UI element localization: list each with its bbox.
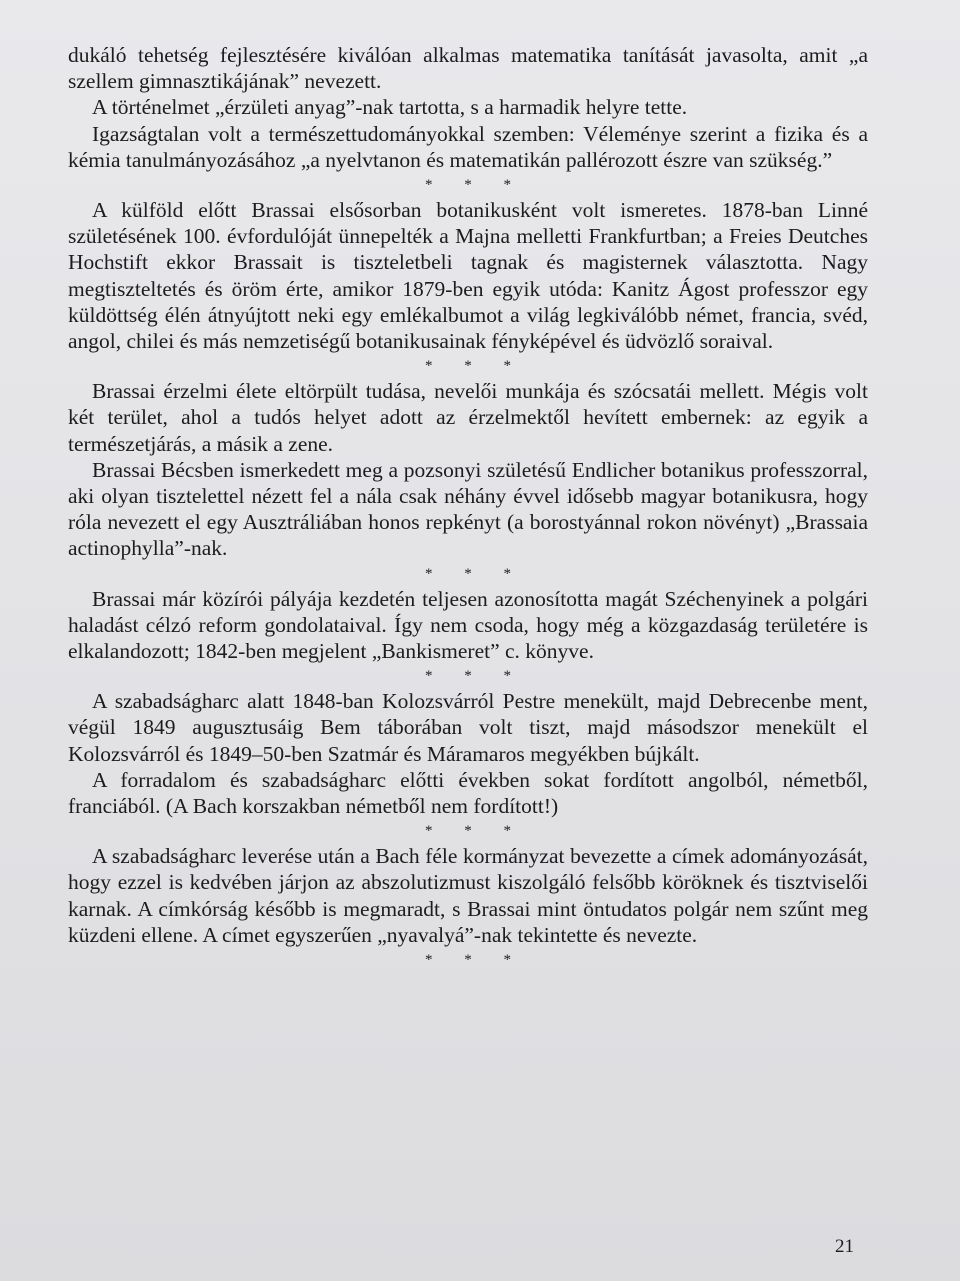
section-separator: * * * (425, 358, 525, 375)
section-separator: * * * (425, 668, 525, 685)
section-separator: * * * (425, 952, 525, 969)
paragraph-tortenelem: A történelmet „érzületi anyag”-nak tartotta, s a harmadik helyre tette. (92, 95, 688, 120)
section-separator: * * * (425, 177, 525, 194)
paragraph-botanikus: A külföld előtt Brassai elsősorban botanikusként volt ismeretes. 1878-ban Linné születésének 100. évfordulóját ünnepelték a Majna melletti Frankfurtban; a Freies Deutches Hochstift ekkor Brassait is tiszteletbeli tagnak és magisternek választotta. Nagy megtiszteltetés és öröm érte, amikor 1879-ben egyik utóda: Kanitz Ágost professzor egy küldöttség élén átnyújtott neki egy emlékalbumot a világ legkiválóbb német, francia, svéd, angol, chilei és más nemzetiségű botanikusainak fényképével és üdvözlő soraival. (68, 198, 868, 354)
page-body (68, 42, 868, 972)
paragraph-szabadsagharc: A szabadságharc alatt 1848-ban Kolozsvárról Pestre menekült, majd Debrecenbe ment, végül 1849 augusztusáig Bem táborában volt tiszt, majd másodszor menekült el Kolozsvárról és 1849–50-ben Szatmár és Máramaros megyékben bújkált. (68, 689, 868, 766)
section-separator: * * * (425, 565, 525, 582)
paragraph-forditasok: A forradalom és szabadságharc előtti években sokat fordított angolból, németből, franciából. (A Bach korszakban németből nem fordított!) (68, 767, 868, 819)
paragraph-cimkorsag: A szabadságharc leverése után a Bach féle kormányzat bevezette a címek adományozását, hogy ezzel is kedvében járjon az abszolutizmust kiszolgáló felsőbb köröknek és tisztviselői karnak. A címkórság később is megmaradt, s Brassai mint öntudatos polgár nem szűnt meg küzdeni ellene. A címet egyszerűen „nyavalyá”-nak tekintette és nevezte. (68, 844, 868, 947)
section-separator: * * * (425, 823, 525, 840)
paragraph-erzelmi-elet: Brassai érzelmi élete eltörpült tudása, nevelői munkája és szócsatái mellett. Mégis volt két terület, ahol a tudós helyet adott az érzelmektől hevített embernek: az egyik a természetjárás, a másik a zene. (68, 379, 868, 456)
paragraph-matematika: dukáló tehetség fejlesztésére kiválóan alkalmas matematika tanítását javasolta, amit „a szellem gimnasztikájának” nevezett. (68, 43, 868, 94)
page-number: 21 (835, 1236, 854, 1257)
paragraph-szechenyi: Brassai már közírói pályája kezdetén teljesen azonosította magát Széchenyinek a polgári haladást célzó reform gondolataival. Így nem csoda, hogy még a közgazdaság területére is elkalandozott; 1842-ben megjelent „Bankismeret” c. könyve. (68, 586, 868, 664)
paragraph-termeszettudomanyok: Igazságtalan volt a természettudományokkal szemben: Véleménye szerint a fizika és a kémia tanulmányozásához „a nyelvtanon és matematikán pallérozott észre van szükség.” (68, 121, 868, 172)
paragraph-endlicher: Brassai Bécsben ismerkedett meg a pozsonyi születésű Endlicher botanikus professzorral, aki olyan tisztelettel nézett fel a nála csak néhány évvel idősebb magyar botanikusra, hogy róla nevezett el egy Ausztráliában honos repkényt (a borostyánnal rokon növényt) „Brassaia actinophylla”-nak. (68, 457, 868, 561)
